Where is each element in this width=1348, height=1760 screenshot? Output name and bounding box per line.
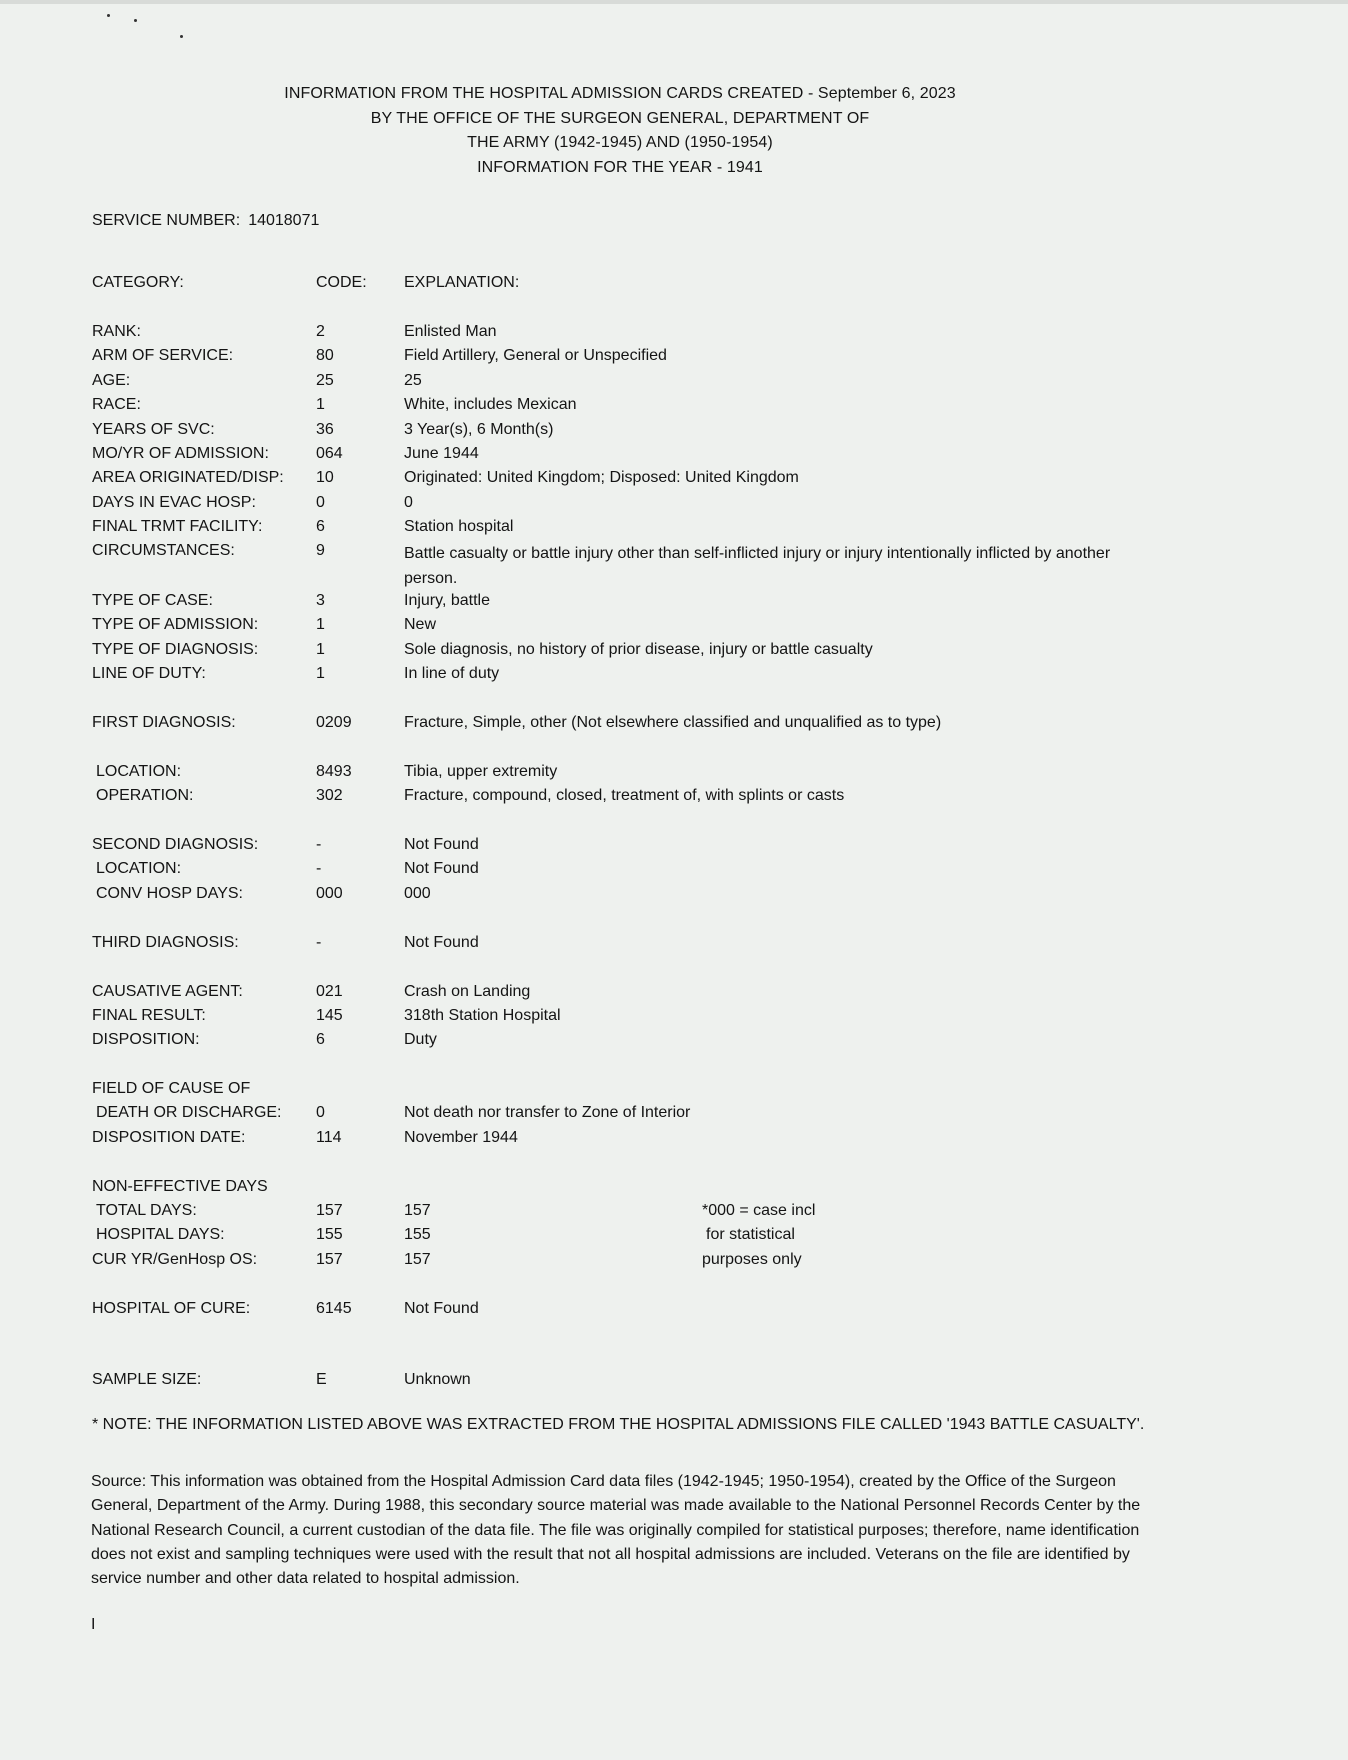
table-row (0, 518, 1348, 542)
table-row (0, 592, 1348, 616)
row-explanation: 318th Station Hospital (404, 1007, 561, 1024)
row-category: TYPE OF DIAGNOSIS: (92, 641, 259, 658)
table-row (0, 1226, 1348, 1250)
row-code: 80 (316, 347, 334, 364)
row-category: YEARS OF SVC: (92, 421, 215, 438)
column-header-explanation: EXPLANATION: (404, 274, 520, 291)
table-row (0, 445, 1348, 469)
table-row (0, 983, 1348, 1007)
row-explanation: New (404, 616, 437, 633)
header-line-3: THE ARMY (1942-1945) AND (1950-1954) (467, 134, 773, 151)
table-row (0, 323, 1348, 347)
row-category: SECOND DIAGNOSIS: (92, 836, 259, 853)
row-code: - (316, 934, 322, 951)
row-explanation: Not Found (404, 934, 479, 951)
row-code: 25 (316, 372, 334, 389)
header-line-1: INFORMATION FROM THE HOSPITAL ADMISSION CARDS CREATED - September 6, 2023 (284, 85, 956, 102)
table-row (0, 934, 1348, 958)
row-code: 3 (316, 592, 325, 609)
row-category: LINE OF DUTY: (92, 665, 206, 682)
row-code: 8493 (316, 763, 352, 780)
row-code: 1 (316, 616, 325, 633)
row-category: THIRD DIAGNOSIS: (92, 934, 239, 951)
table-row (0, 885, 1348, 909)
row-category: TYPE OF CASE: (92, 592, 213, 609)
extraction-note: * NOTE: THE INFORMATION LISTED ABOVE WAS EXTRACTED FROM THE HOSPITAL ADMISSIONS FILE CALLED '1943 BATTLE CASUALTY'. (92, 1416, 1145, 1433)
table-row (0, 1371, 1348, 1395)
row-explanation: Not Found (404, 836, 479, 853)
row-category: FIELD OF CAUSE OF (92, 1080, 251, 1097)
row-code: 1 (316, 665, 325, 682)
row-category: CIRCUMSTANCES: (92, 542, 235, 559)
table-row (0, 665, 1348, 689)
row-explanation: Originated: United Kingdom; Disposed: United Kingdom (404, 469, 799, 486)
header-line-2: BY THE OFFICE OF THE SURGEON GENERAL, DEPARTMENT OF (370, 109, 870, 127)
row-code: E (316, 1371, 327, 1388)
row-category: FINAL TRMT FACILITY: (92, 518, 263, 535)
table-row (0, 1031, 1348, 1055)
row-category: RACE: (92, 396, 141, 413)
row-code: 000 (316, 885, 343, 902)
row-explanation: Sole diagnosis, no history of prior disease, injury or battle casualty (404, 641, 873, 658)
header-line-4: INFORMATION FOR THE YEAR - 1941 (477, 158, 763, 176)
row-category: RANK: (92, 323, 141, 340)
row-code: 1 (316, 641, 325, 658)
row-code: 6 (316, 518, 325, 535)
row-category: MO/YR OF ADMISSION: (92, 445, 269, 462)
row-category: DISPOSITION: (92, 1031, 200, 1048)
row-category: DISPOSITION DATE: (92, 1129, 246, 1146)
row-category: TYPE OF ADMISSION: (92, 616, 259, 633)
table-row (0, 616, 1348, 640)
row-code: 0 (316, 1104, 325, 1121)
row-explanation: White, includes Mexican (404, 396, 577, 413)
row-code: 9 (316, 542, 325, 559)
table-row (0, 1178, 1348, 1202)
row-explanation: Station hospital (404, 518, 514, 535)
row-category: NON-EFFECTIVE DAYS (92, 1178, 268, 1195)
row-code: 155 (316, 1226, 343, 1243)
row-category: CONV HOSP DAYS: (96, 885, 243, 902)
table-row (0, 396, 1348, 420)
row-side-note: purposes only (702, 1251, 802, 1268)
row-code: 302 (316, 787, 343, 804)
table-row (0, 421, 1348, 445)
table-row (0, 763, 1348, 787)
row-code: 2 (316, 323, 325, 340)
row-explanation: Duty (404, 1031, 437, 1048)
row-explanation: In line of duty (404, 665, 500, 682)
row-category: AGE: (92, 372, 131, 389)
row-category: DAYS IN EVAC HOSP: (92, 494, 256, 511)
row-explanation: Not death nor transfer to Zone of Interior (404, 1104, 691, 1121)
row-category: OPERATION: (96, 787, 194, 804)
row-explanation: Fracture, compound, closed, treatment of, with splints or casts (404, 787, 845, 804)
row-explanation: 157 (404, 1202, 431, 1219)
row-category: ARM OF SERVICE: (92, 347, 234, 364)
row-code: 1 (316, 396, 325, 413)
row-category: SAMPLE SIZE: (92, 1371, 202, 1388)
row-category: TOTAL DAYS: (96, 1202, 197, 1219)
row-explanation: Battle casualty or battle injury other than self-inflicted injury or injury intentionally inflicted by another person. (404, 545, 1111, 587)
row-explanation: 000 (404, 885, 431, 902)
table-row (0, 1251, 1348, 1275)
row-explanation: Fracture, Simple, other (Not elsewhere classified and unqualified as to type) (404, 714, 942, 731)
row-category: FINAL RESULT: (92, 1007, 206, 1024)
row-category: FIRST DIAGNOSIS: (92, 714, 236, 731)
table-row (0, 1129, 1348, 1153)
row-code: 6 (316, 1031, 325, 1048)
table-row (0, 469, 1348, 493)
row-explanation: Injury, battle (404, 592, 490, 609)
table-row (0, 641, 1348, 665)
table-row (0, 372, 1348, 396)
row-explanation: June 1944 (404, 445, 479, 462)
row-explanation: Tibia, upper extremity (404, 763, 558, 780)
row-category: CAUSATIVE AGENT: (92, 983, 243, 1000)
table-row (0, 787, 1348, 811)
column-header-code: CODE: (316, 274, 367, 291)
row-code: 10 (316, 469, 334, 486)
table-row (0, 1007, 1348, 1031)
row-code: - (316, 860, 322, 877)
row-explanation: 0 (404, 494, 413, 511)
row-explanation: Field Artillery, General or Unspecified (404, 347, 667, 364)
row-explanation: 3 Year(s), 6 Month(s) (404, 421, 554, 438)
row-code: 0209 (316, 714, 352, 731)
table-row (0, 542, 1348, 592)
table-row (0, 1080, 1348, 1104)
table-row (0, 1300, 1348, 1324)
row-code: 114 (316, 1129, 342, 1146)
row-category: HOSPITAL DAYS: (96, 1226, 225, 1243)
row-code: 157 (316, 1202, 343, 1219)
service-number-label: SERVICE NUMBER: (92, 212, 241, 229)
column-headers (0, 274, 1348, 298)
row-explanation: Not Found (404, 1300, 479, 1317)
row-code: 021 (316, 983, 343, 1000)
row-explanation: 157 (404, 1251, 431, 1268)
table-row (0, 494, 1348, 518)
row-category: CUR YR/GenHosp OS: (92, 1251, 258, 1268)
source-paragraph: Source: This information was obtained from the Hospital Admission Card data files (1942-1945; 1950-1954), created by the Office of the Surgeon General, Department of the Army. During 1988, this secondary source material was made available to the National Personnel Records Center by the National Research Council, a current custodian of the data file. The file was originally compiled for statistical purposes; therefore, name identification does not exist and sampling techniques were used with the result that not all hospital admissions are included. Veterans on the file are identified by service number and other data related to hospital admission. (91, 1473, 1141, 1588)
column-header-category: CATEGORY: (92, 274, 184, 291)
row-code: 064 (316, 445, 343, 462)
row-explanation: Enlisted Man (404, 323, 497, 340)
row-category: HOSPITAL OF CURE: (92, 1300, 251, 1317)
row-code: 0 (316, 494, 325, 511)
table-row (0, 1104, 1348, 1128)
row-code: 36 (316, 421, 334, 438)
row-side-note: *000 = case incl (702, 1202, 816, 1219)
row-explanation: 25 (404, 372, 422, 389)
row-code: 145 (316, 1007, 343, 1024)
row-code: 6145 (316, 1300, 352, 1317)
row-explanation: Unknown (404, 1371, 471, 1388)
table-row (0, 347, 1348, 371)
row-code: 157 (316, 1251, 343, 1268)
row-category: AREA ORIGINATED/DISP: (92, 469, 284, 486)
table-row (0, 836, 1348, 860)
table-row (0, 860, 1348, 884)
page-mark: I (91, 1616, 96, 1633)
table-row (0, 714, 1348, 738)
row-explanation: Not Found (404, 860, 479, 877)
service-number-value: 14018071 (248, 212, 320, 229)
row-category: DEATH OR DISCHARGE: (96, 1104, 282, 1121)
row-explanation: November 1944 (404, 1129, 518, 1146)
row-category: LOCATION: (96, 763, 182, 780)
table-row (0, 1202, 1348, 1226)
row-explanation: 155 (404, 1226, 431, 1243)
row-code: - (316, 836, 322, 853)
row-category: LOCATION: (96, 860, 182, 877)
row-side-note: for statistical (706, 1226, 795, 1243)
row-explanation: Crash on Landing (404, 983, 531, 1000)
